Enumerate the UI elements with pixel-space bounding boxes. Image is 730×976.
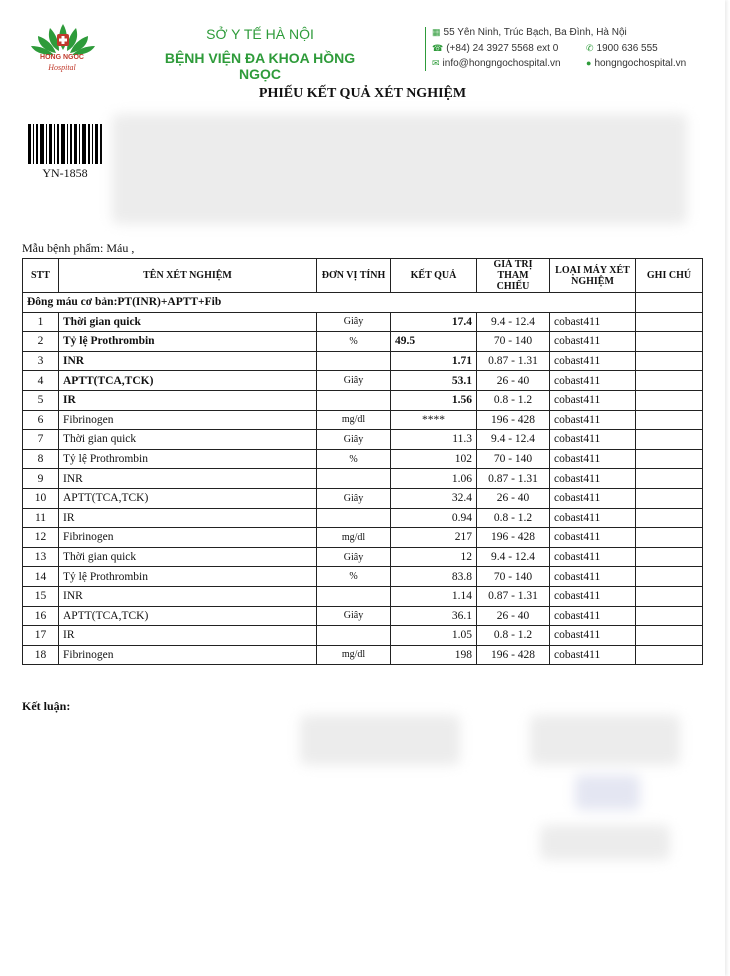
cell-stt: 6 — [23, 410, 59, 430]
cell-reference: 9.4 - 12.4 — [477, 430, 550, 450]
table-row — [23, 312, 703, 332]
cell-note — [636, 586, 703, 606]
redacted-signer-name — [540, 825, 670, 860]
cell-result: 49.5 — [391, 332, 477, 352]
hospital-name: BỆNH VIỆN ĐA KHOA HỒNG NGỌC — [164, 50, 356, 82]
table-row — [23, 332, 703, 352]
cell-result: 17.4 — [391, 312, 477, 332]
cell-result: 36.1 — [391, 606, 477, 626]
cell-machine: cobast411 — [550, 449, 636, 469]
website-text: hongngochospital.vn — [594, 58, 687, 69]
table-row — [23, 508, 703, 528]
cell-test-name: Fibrinogen — [59, 528, 317, 548]
cell-test-name: Tỷ lệ Prothrombin — [59, 567, 317, 587]
cell-machine: cobast411 — [550, 410, 636, 430]
redacted-signature-left — [300, 715, 460, 765]
barcode-icon — [28, 124, 102, 164]
cell-unit — [317, 351, 391, 371]
cell-test-name: IR — [59, 390, 317, 410]
header-unit: ĐƠN VỊ TÍNH — [317, 259, 391, 293]
cell-test-name: Tỷ lệ Prothrombin — [59, 332, 317, 352]
group-note-cell — [636, 293, 703, 313]
cell-note — [636, 390, 703, 410]
cell-stt: 16 — [23, 606, 59, 626]
hotline-icon: ✆ — [586, 43, 594, 53]
cell-note — [636, 645, 703, 665]
cell-note — [636, 449, 703, 469]
table-row — [23, 351, 703, 371]
email-line — [432, 58, 561, 69]
table-row — [23, 547, 703, 567]
header-machine: LOẠI MÁY XÉT NGHIỆM — [550, 259, 636, 293]
phone-icon: ☎ — [432, 43, 444, 53]
department-name: SỞ Y TẾ HÀ NỘI — [206, 26, 314, 42]
results-table — [22, 258, 703, 665]
barcode-id: YN-1858 — [42, 166, 88, 180]
table-row — [23, 449, 703, 469]
cell-unit — [317, 508, 391, 528]
cell-note — [636, 528, 703, 548]
cell-stt: 18 — [23, 645, 59, 665]
cell-result: 1.06 — [391, 469, 477, 489]
cell-note — [636, 410, 703, 430]
cell-result: 198 — [391, 645, 477, 665]
header-note: GHI CHÚ — [636, 259, 703, 293]
document-title: PHIẾU KẾT QUẢ XÉT NGHIỆM — [258, 86, 467, 101]
cell-unit: mg/dl — [317, 528, 391, 548]
table-row — [23, 528, 703, 548]
cell-note — [636, 626, 703, 646]
cell-note — [636, 312, 703, 332]
cell-result: 12 — [391, 547, 477, 567]
cell-stt: 7 — [23, 430, 59, 450]
cell-note — [636, 351, 703, 371]
group-row — [23, 293, 703, 313]
cell-test-name: INR — [59, 469, 317, 489]
table-row — [23, 567, 703, 587]
sample-type: Mẫu bệnh phẩm: Máu , — [22, 241, 135, 255]
cell-test-name: IR — [59, 508, 317, 528]
table-row — [23, 410, 703, 430]
cell-unit: Giây — [317, 430, 391, 450]
cell-unit: Giây — [317, 371, 391, 391]
cell-stt: 9 — [23, 469, 59, 489]
table-row — [23, 371, 703, 391]
cell-machine: cobast411 — [550, 351, 636, 371]
table-header-row — [23, 259, 703, 293]
cell-reference: 0.87 - 1.31 — [477, 469, 550, 489]
header-reference: GIÁ TRỊ THAM CHIẾU — [477, 259, 550, 293]
hospital-logo-icon — [28, 20, 98, 82]
cell-note — [636, 567, 703, 587]
cell-result: 1.71 — [391, 351, 477, 371]
cell-note — [636, 469, 703, 489]
cell-result: 217 — [391, 528, 477, 548]
cell-machine: cobast411 — [550, 567, 636, 587]
cell-machine: cobast411 — [550, 508, 636, 528]
cell-reference: 196 - 428 — [477, 528, 550, 548]
hotline-line — [586, 43, 658, 54]
cell-result: **** — [391, 410, 477, 430]
cell-test-name: APTT(TCA,TCK) — [59, 371, 317, 391]
cell-note — [636, 430, 703, 450]
cell-test-name: Fibrinogen — [59, 410, 317, 430]
cell-stt: 2 — [23, 332, 59, 352]
table-row — [23, 390, 703, 410]
cell-unit: % — [317, 567, 391, 587]
cell-reference: 70 - 140 — [477, 567, 550, 587]
table-row — [23, 606, 703, 626]
cell-note — [636, 371, 703, 391]
cell-machine: cobast411 — [550, 606, 636, 626]
cell-result: 83.8 — [391, 567, 477, 587]
cell-reference: 196 - 428 — [477, 645, 550, 665]
cell-stt: 10 — [23, 488, 59, 508]
table-row — [23, 645, 703, 665]
cell-test-name: INR — [59, 586, 317, 606]
table-row — [23, 626, 703, 646]
cell-result: 1.05 — [391, 626, 477, 646]
email-text: info@hongngochospital.vn — [442, 58, 561, 69]
cell-unit — [317, 390, 391, 410]
cell-stt: 14 — [23, 567, 59, 587]
cell-reference: 26 - 40 — [477, 606, 550, 626]
globe-icon: ● — [586, 58, 592, 68]
cell-stt: 11 — [23, 508, 59, 528]
cell-unit: Giây — [317, 606, 391, 626]
header-result: KẾT QUẢ — [391, 259, 477, 293]
cell-machine: cobast411 — [550, 312, 636, 332]
phone-line — [432, 43, 558, 54]
cell-unit: mg/dl — [317, 410, 391, 430]
header-name: TÊN XÉT NGHIỆM — [59, 259, 317, 293]
website-line — [586, 58, 686, 69]
cell-reference: 196 - 428 — [477, 410, 550, 430]
cell-note — [636, 606, 703, 626]
cell-unit — [317, 626, 391, 646]
cell-note — [636, 547, 703, 567]
redacted-stamp — [575, 775, 640, 810]
cell-test-name: APTT(TCA,TCK) — [59, 488, 317, 508]
cell-stt: 1 — [23, 312, 59, 332]
cell-test-name: IR — [59, 626, 317, 646]
cell-machine: cobast411 — [550, 645, 636, 665]
logo-name: HONG NGOC — [40, 54, 84, 61]
cell-reference: 26 - 40 — [477, 371, 550, 391]
header-stt: STT — [23, 259, 59, 293]
cell-machine: cobast411 — [550, 469, 636, 489]
redacted-patient-info — [112, 114, 687, 224]
cell-machine: cobast411 — [550, 586, 636, 606]
cell-unit: Giây — [317, 312, 391, 332]
cell-stt: 13 — [23, 547, 59, 567]
hotline-text: 1900 636 555 — [596, 43, 658, 54]
table-row — [23, 430, 703, 450]
cell-machine: cobast411 — [550, 332, 636, 352]
cell-reference: 9.4 - 12.4 — [477, 547, 550, 567]
address-text: 55 Yên Ninh, Trúc Bạch, Ba Đình, Hà Nội — [443, 27, 627, 38]
cell-unit: % — [317, 332, 391, 352]
cell-machine: cobast411 — [550, 371, 636, 391]
cell-reference: 0.8 - 1.2 — [477, 508, 550, 528]
cell-stt: 8 — [23, 449, 59, 469]
cell-machine: cobast411 — [550, 430, 636, 450]
cell-result: 102 — [391, 449, 477, 469]
cell-unit: % — [317, 449, 391, 469]
cell-reference: 9.4 - 12.4 — [477, 312, 550, 332]
cell-reference: 26 - 40 — [477, 488, 550, 508]
cell-stt: 4 — [23, 371, 59, 391]
cell-test-name: Tỷ lệ Prothrombin — [59, 449, 317, 469]
cell-unit — [317, 586, 391, 606]
table-row — [23, 586, 703, 606]
cell-reference: 70 - 140 — [477, 332, 550, 352]
cell-test-name: Thời gian quick — [59, 547, 317, 567]
cell-result: 32.4 — [391, 488, 477, 508]
cell-note — [636, 508, 703, 528]
cell-reference: 70 - 140 — [477, 449, 550, 469]
cell-test-name: Thời gian quick — [59, 430, 317, 450]
cell-note — [636, 332, 703, 352]
cell-stt: 5 — [23, 390, 59, 410]
redacted-signature-right — [530, 715, 680, 765]
cell-test-name: Thời gian quick — [59, 312, 317, 332]
table-row — [23, 488, 703, 508]
cell-result: 1.56 — [391, 390, 477, 410]
logo-subname: Hospital — [48, 63, 76, 72]
cell-result: 53.1 — [391, 371, 477, 391]
cell-result: 11.3 — [391, 430, 477, 450]
cell-machine: cobast411 — [550, 390, 636, 410]
address-line — [432, 27, 627, 38]
cell-stt: 3 — [23, 351, 59, 371]
cell-machine: cobast411 — [550, 547, 636, 567]
conclusion-label: Kết luận: — [22, 699, 71, 713]
cell-stt: 17 — [23, 626, 59, 646]
cell-unit: Giây — [317, 547, 391, 567]
cell-unit: Giây — [317, 488, 391, 508]
cell-test-name: APTT(TCA,TCK) — [59, 606, 317, 626]
phone-text: (+84) 24 3927 5568 ext 0 — [446, 43, 559, 54]
table-row — [23, 469, 703, 489]
group-name: Đông máu cơ bản:PT(INR)+APTT+Fib — [23, 293, 636, 313]
cell-note — [636, 488, 703, 508]
cell-unit — [317, 469, 391, 489]
cell-unit: mg/dl — [317, 645, 391, 665]
building-icon: ▦ — [432, 27, 441, 37]
cell-test-name: Fibrinogen — [59, 645, 317, 665]
header-divider — [425, 27, 426, 71]
cell-reference: 0.87 - 1.31 — [477, 351, 550, 371]
cell-machine: cobast411 — [550, 626, 636, 646]
cell-result: 1.14 — [391, 586, 477, 606]
email-icon: ✉ — [432, 58, 440, 68]
cell-result: 0.94 — [391, 508, 477, 528]
cell-stt: 15 — [23, 586, 59, 606]
cell-reference: 0.8 - 1.2 — [477, 626, 550, 646]
cell-machine: cobast411 — [550, 488, 636, 508]
cell-machine: cobast411 — [550, 528, 636, 548]
cell-stt: 12 — [23, 528, 59, 548]
cell-reference: 0.8 - 1.2 — [477, 390, 550, 410]
cell-test-name: INR — [59, 351, 317, 371]
cell-reference: 0.87 - 1.31 — [477, 586, 550, 606]
